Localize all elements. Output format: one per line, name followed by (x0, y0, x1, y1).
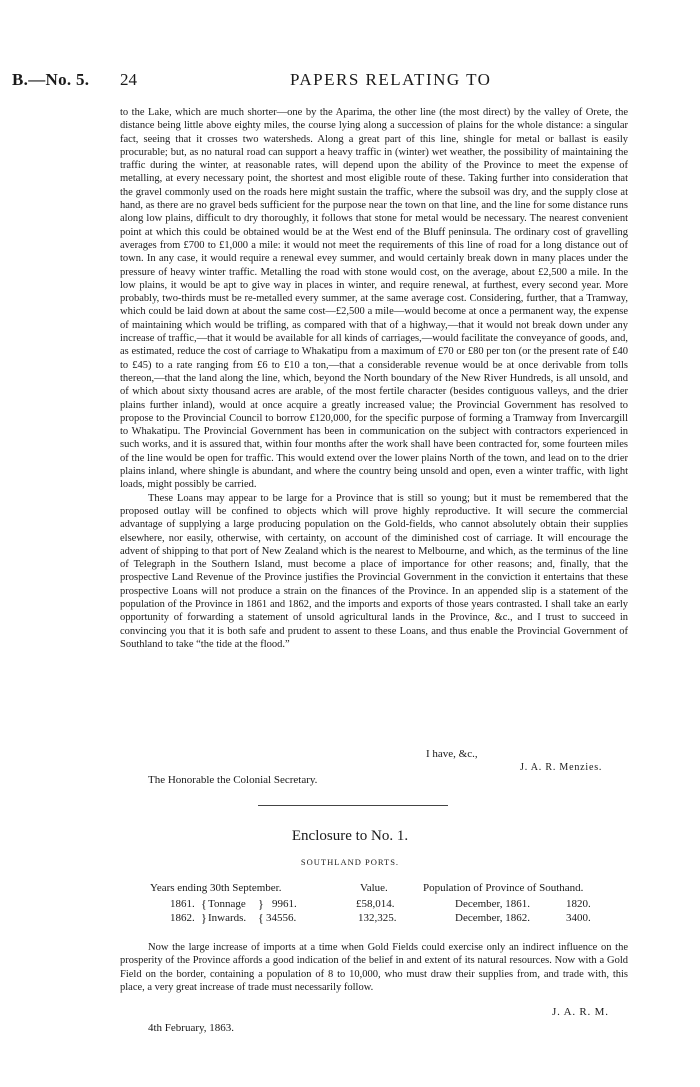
table-header-years: Years ending 30th September. (150, 882, 282, 894)
enclosure-body (120, 941, 628, 994)
brace-close-icon: } (201, 911, 207, 925)
document-reference: B.—No. 5. (12, 70, 90, 89)
enclosure-initials: J. A. R. M. (552, 1006, 609, 1018)
letter-addressee: The Honorable the Colonial Secretary. (148, 774, 318, 786)
row-year: 1862. (170, 912, 195, 924)
section-divider (258, 805, 448, 806)
letter-closing: I have, &c., (426, 748, 478, 760)
brace-close-icon: } (258, 897, 264, 911)
page-number: 24 (120, 70, 137, 89)
row-year: 1861. (170, 898, 195, 910)
brace-open-icon: { (201, 897, 207, 911)
page-header (0, 70, 700, 96)
enclosure-subtitle: SOUTHLAND PORTS. (300, 857, 400, 867)
row-label: Tonnage (208, 898, 246, 910)
enclosure-paragraph: Now the large increase of imports at a time when Gold Fields could exercise only an indirect influence on the prosperity of the Province affords a good indication of the belief in and extent of its natural resources. Now with a Gold Field on the border, containing a population of 8 to 10,000, who must draw their supplies from, and trade with, this place, a very great increase of trade must necessarily follow. (120, 942, 628, 993)
row-pop: 1820. (566, 898, 591, 910)
row-pop-date: December, 1862. (455, 912, 531, 924)
letter-body (120, 106, 628, 651)
table-header-population: Population of Province of Southand. (423, 882, 584, 894)
enclosure-title: Enclosure to No. 1. (291, 828, 409, 844)
enclosure-date: 4th February, 1863. (148, 1022, 235, 1034)
letter-paragraph-1: to the Lake, which are much shorter—one by the Aparima, the other line (the most direct) by the valley of Orete, the distance being little above eighty miles, the course lying along a succession of plains for the whole distance: a singular fact, seeing that it crosses two watersheds. Along a great part of this line, shingle for metal or ballast is easily procurable; but, as no natural road can support a heavy traffic in (winter) wet weather, the possibility of maintaining the traffic during the winter, at reasonable rates, will depend upon the ability of the Province to meet the expense of metalling, at every necessary point, the shortest and most eligible route of these. Taking further into consideration that the gravel commonly used on the roads here might sustain the traffic, where the subsoil was dry, and the supply close at hand, as there are no gravel beds sufficient for the purpose near the town on that line, and the line for some distance runs along low plains, difficult to dry thoroughly, it follows that stone for metal would be necessary. The nearest convenient point at which this could be obtained would be at the West end of the Bluff peninsula. The ordinary cost of gravelling averages from £700 to £1,000 a mile: it would not meet the requirements of this line of road for a long distance out of town. In any case, it would require a renewal evey summer, and would certainly break down in many places under the pressure of heavy winter traffic. Metalling the road with stone would cost, on the average, about £2,500 a mile. In the low plains, it would be apt to give way in places in winter, and require renewal, at furthest, every second year. More probably, two-thirds must be re-metalled every summer, at the same average cost. Considering, further, that a Tramway, which could be laid down at about the same cost—£2,500 a mile—would become at once a permanent way, the expense of maintaining which would be trifling, as compared with that of a highway,—that it would not break down under any increase of traffic,—that it would be available for all kinds of carriages,—would facilitate the conveyance of goods, and, as estimated, reduce the cost of carriage to Whakatipu from a maximum of £70 or £80 per ton (or the present rate of £40 to £45) to a rate ranging from £6 to £10 a ton,—that a considerable revenue would be at once derivable from tolls thereon,—that the land along the line, which, beyond the North boundary of the New River Hundreds, is all unsold, and of which about sixty thousand acres are arable, of the most fertile character (besides contiguous valleys, and the drier plains further inland), would at once acquire a greatly increased value; the Provincial Government has resolved to propose to the Provincial Council to borrow £120,000, for the specific purpose of forming a Tramway from Invercargill to Whakatipu. The Provincial Government has been in communication on the subject with contractors experienced in such works, and it is assured that, within four months after the work shall have been contracted for, some fourteen miles of the line would be open for traffic. This would extend over the lower plains North of the town, and lead on to the drier plains inland, where shingle is abundant, and where the country being unsold and open, even a winter traffic, with light loads, might possibly be carried. (120, 107, 628, 491)
running-title: PAPERS RELATING TO (290, 70, 492, 89)
brace-open-icon: { (258, 911, 264, 925)
row-amount: 9961. (272, 898, 297, 910)
letter-signature: J. A. R. Menzies. (520, 762, 603, 773)
row-pop: 3400. (566, 912, 591, 924)
letter-paragraph-2: These Loans may appear to be large for a Province that is still so young; but it must be remembered that the proposed outlay will be confined to objects which will prove highly reproductive. It will secure the commercial advantage of supplying a large producing population on the Gold-fields, who cannot absolutely obtain their supplies elsewhere, nor easily, otherwise, with certainty, on account of the diminished cost of carriage. It will encourage the advent of shipping to that port of New Zealand which is the nearest to Melbourne, and which, as the terminus of the line of Telegraph in the Southern Island, must become a place of importance for other reasons; and, finally, that the prospective Land Revenue of the Province justifies the Provincial Government in the conviction it entertains that these prospective Loans will not produce a strain on the finances of the Province. In an appended slip is a statement of the population of the Province in 1861 and 1862, and the imports and exports of those years contrasted. I shall take an early opportunity of forwarding a statement of unsold agricultural lands in the Province, &c., and I trust to succeed in convincing you that it is both safe and prudent to assent to these Loans, and thus enable the Provincial Government of Southland to take “the tide at the flood.” (120, 492, 628, 650)
row-pop-date: December, 1861. (455, 898, 531, 910)
row-label: Inwards. (208, 912, 247, 924)
table-header-value: Value. (360, 882, 388, 894)
row-value: 132,325. (358, 912, 397, 924)
row-amount: 34556. (266, 912, 297, 924)
row-value: £58,014. (356, 898, 395, 910)
